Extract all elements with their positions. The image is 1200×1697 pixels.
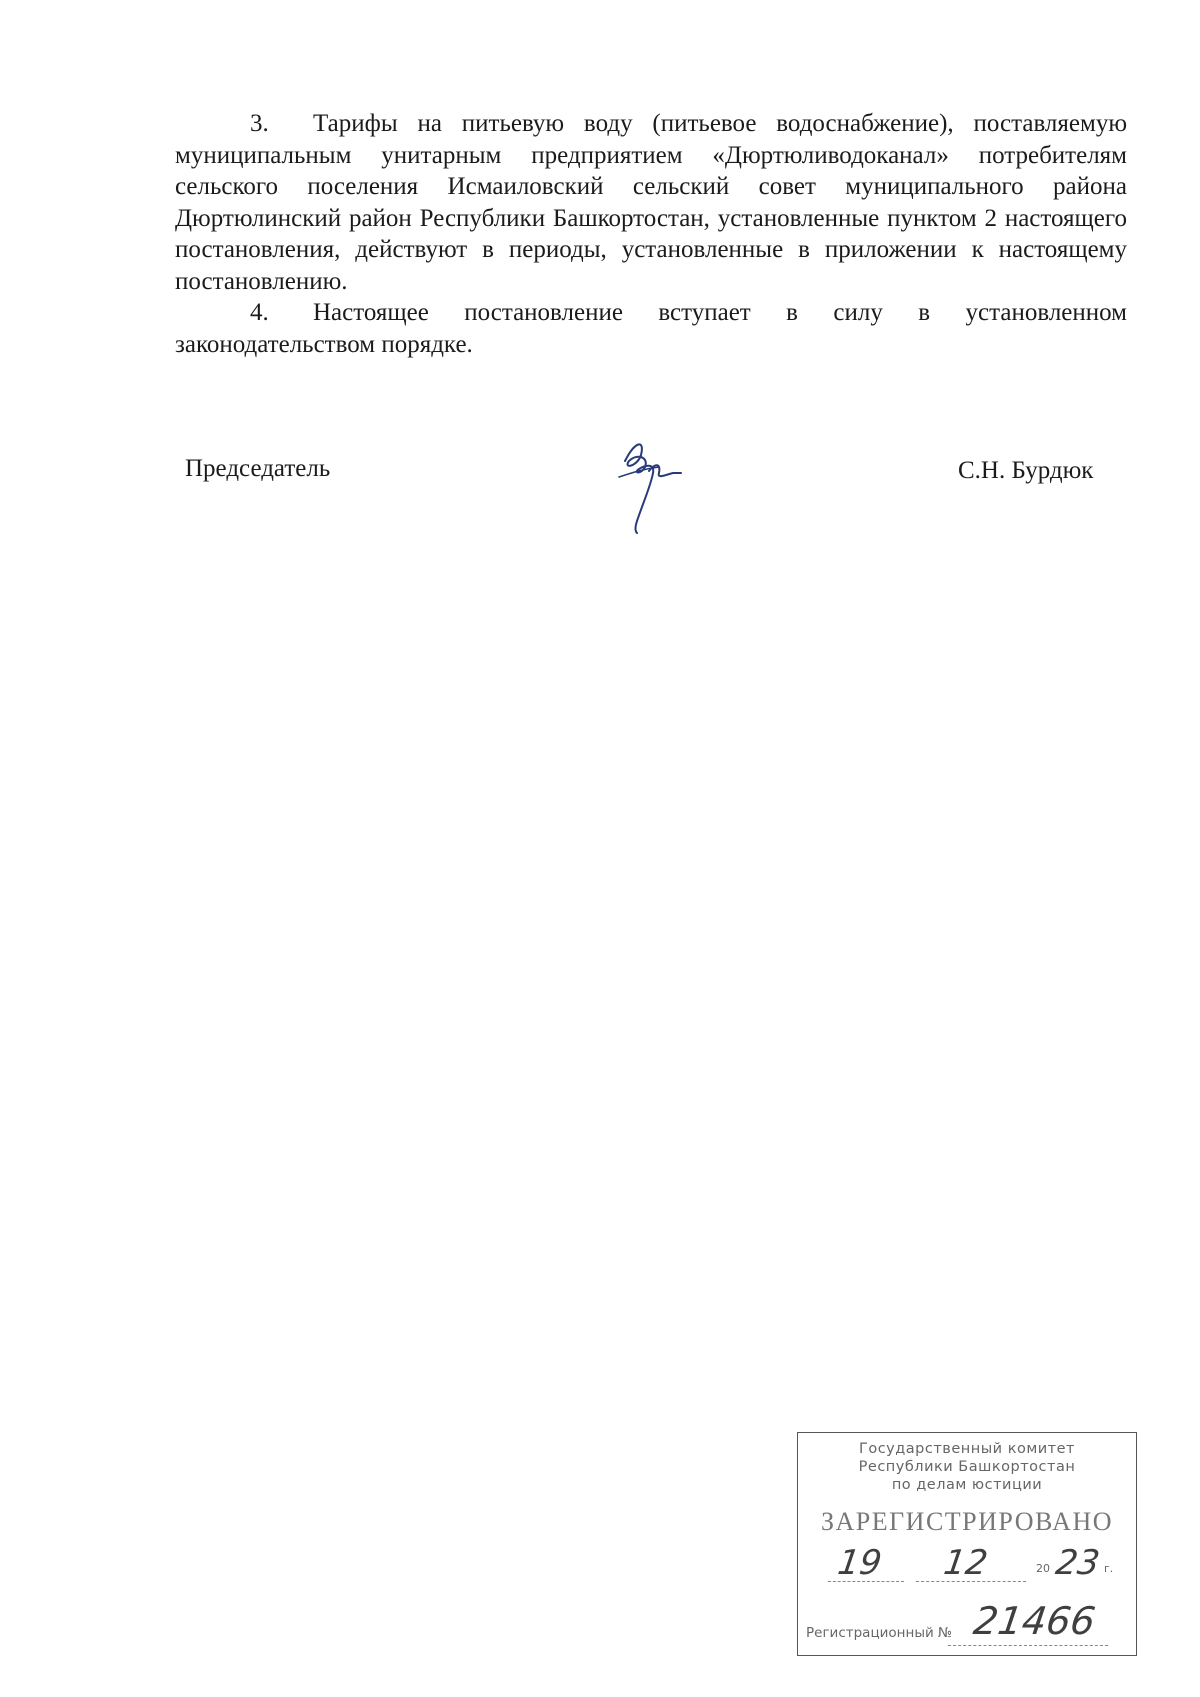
document-body xyxy=(175,108,1127,360)
paragraph-number: 4. xyxy=(250,299,269,326)
stamp-registered-label: ЗАРЕГИСТРИРОВАНО xyxy=(821,1507,1113,1536)
paragraph-4 xyxy=(175,297,1127,360)
stamp-authority-line-2: Республики Башкортостан xyxy=(858,1459,1076,1475)
stamp-date xyxy=(818,1543,1118,1589)
signature-block xyxy=(0,455,1200,555)
paragraph-text: Настоящее постановление вступает в силу в установленном законодательством порядке. xyxy=(175,299,1127,358)
stamp-month: 12 xyxy=(941,1543,991,1583)
stamp-number-line xyxy=(948,1645,1108,1646)
paragraph-number: 3. xyxy=(250,110,269,137)
stamp-registration-number: 21466 xyxy=(970,1599,1098,1643)
stamp-authority-line-3: по делам юстиции xyxy=(891,1477,1043,1493)
signatory-name: С.Н. Бурдюк xyxy=(958,457,1094,484)
stamp-year-prefix: 20 xyxy=(1036,1562,1050,1575)
handwritten-signature xyxy=(615,433,685,543)
paragraph-text: Тарифы на питьевую воду (питьевое водоснабжение), поставляемую муниципальным унитарным предприятием «Дюртюливодоканал» потребителям сельского поселения Исмаиловский сельский совет муниципального района Дюртюлинский район Республики Башкортостан, установленные пунктом 2 настоящего постановления, действуют в периоды, установленные в приложении к настоящему постановлению. xyxy=(175,110,1127,295)
registration-stamp xyxy=(797,1432,1137,1656)
signatory-title: Председатель xyxy=(185,455,331,482)
stamp-year: 23 xyxy=(1053,1543,1103,1583)
stamp-year-suffix: г. xyxy=(1104,1562,1114,1575)
paragraph-3 xyxy=(175,108,1127,297)
stamp-day: 19 xyxy=(835,1543,885,1583)
stamp-authority-line-1: Государственный комитет xyxy=(858,1441,1075,1457)
stamp-number-label: Регистрационный № xyxy=(806,1625,953,1641)
